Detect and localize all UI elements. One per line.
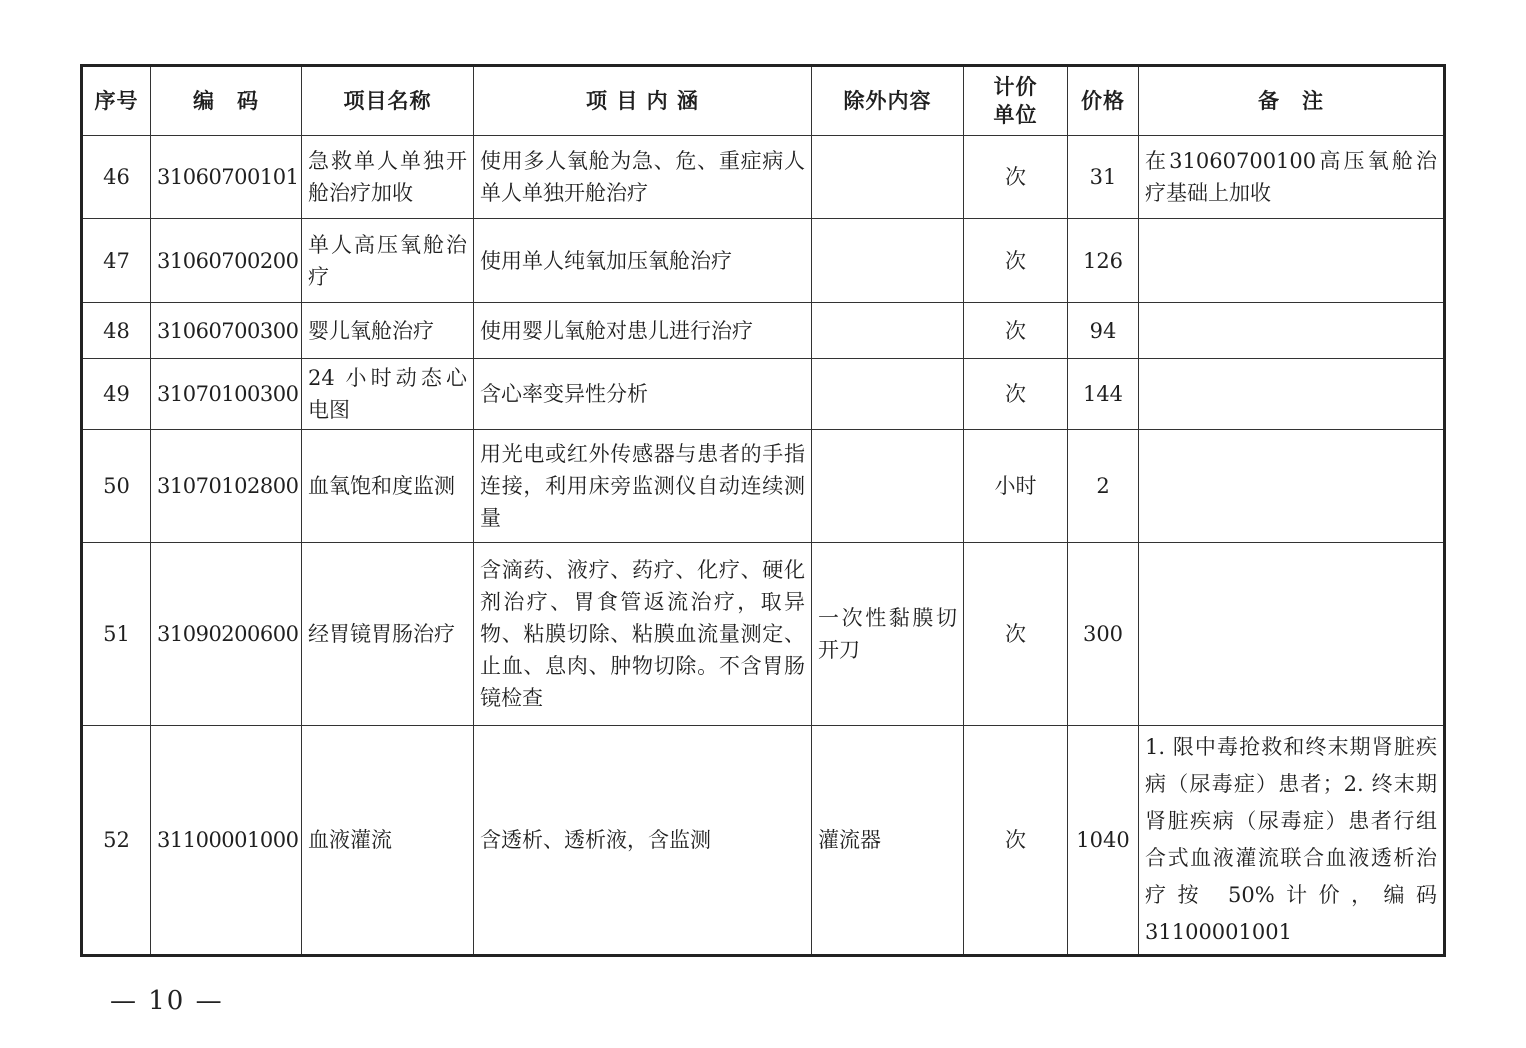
header-content: 项 目 内 涵: [474, 66, 812, 136]
header-code: 编 码: [151, 66, 302, 136]
cell-name: 经胃镜胃肠治疗: [302, 543, 474, 726]
cell-remark: [1139, 219, 1445, 303]
cell-name: 24 小时动态心电图: [302, 359, 474, 430]
cell-price: 1040: [1068, 726, 1139, 956]
cell-excluded: [812, 136, 964, 219]
cell-unit: 小时: [964, 430, 1068, 543]
cell-unit: 次: [964, 726, 1068, 956]
cell-seq: 51: [82, 543, 151, 726]
cell-name: 婴儿氧舱治疗: [302, 303, 474, 359]
cell-content: 用光电或红外传感器与患者的手指连接，利用床旁监测仪自动连续测量: [474, 430, 812, 543]
table-row: [82, 543, 1445, 726]
cell-price: 94: [1068, 303, 1139, 359]
cell-seq: 50: [82, 430, 151, 543]
cell-content: 使用单人纯氧加压氧舱治疗: [474, 219, 812, 303]
cell-remark: 在31060700100高压氧舱治疗基础上加收: [1139, 136, 1445, 219]
cell-price: 300: [1068, 543, 1139, 726]
cell-seq: 52: [82, 726, 151, 956]
cell-unit: 次: [964, 136, 1068, 219]
cell-content: 使用多人氧舱为急、危、重症病人单人单独开舱治疗: [474, 136, 812, 219]
header-excluded: 除外内容: [812, 66, 964, 136]
cell-unit: 次: [964, 219, 1068, 303]
cell-remark: [1139, 359, 1445, 430]
cell-name: 急救单人单独开舱治疗加收: [302, 136, 474, 219]
table-row: [82, 219, 1445, 303]
cell-remark: 1. 限中毒抢救和终末期肾脏疾病（尿毒症）患者；2. 终末期肾脏疾病（尿毒症）患者行组合式血液灌流联合血液透析治疗按 50%计价，编码 31100001001: [1139, 726, 1445, 956]
header-name: 项目名称: [302, 66, 474, 136]
table-row: [82, 726, 1445, 956]
header-price: 价格: [1068, 66, 1139, 136]
cell-excluded: [812, 219, 964, 303]
header-unit: 计价单位: [964, 66, 1068, 136]
cell-name: 血氧饱和度监测: [302, 430, 474, 543]
cell-unit: 次: [964, 359, 1068, 430]
table-row: [82, 430, 1445, 543]
cell-seq: 48: [82, 303, 151, 359]
cell-price: 126: [1068, 219, 1139, 303]
cell-price: 31: [1068, 136, 1139, 219]
cell-remark: [1139, 543, 1445, 726]
cell-price: 2: [1068, 430, 1139, 543]
cell-excluded: 灌流器: [812, 726, 964, 956]
page-number: — 10 —: [110, 986, 224, 1016]
cell-code: 31090200600: [151, 543, 302, 726]
cell-seq: 46: [82, 136, 151, 219]
cell-unit: 次: [964, 303, 1068, 359]
cell-seq: 49: [82, 359, 151, 430]
cell-code: 31060700300: [151, 303, 302, 359]
price-table: [80, 64, 1446, 957]
cell-code: 31060700200: [151, 219, 302, 303]
cell-unit: 次: [964, 543, 1068, 726]
table-row: [82, 359, 1445, 430]
cell-content: 含滴药、液疗、药疗、化疗、硬化剂治疗、胃食管返流治疗，取异物、粘膜切除、粘膜血流量测定、止血、息肉、肿物切除。不含胃肠镜检查: [474, 543, 812, 726]
cell-price: 144: [1068, 359, 1139, 430]
cell-code: 31060700101: [151, 136, 302, 219]
cell-remark: [1139, 303, 1445, 359]
cell-code: 31070102800: [151, 430, 302, 543]
header-remark: 备 注: [1139, 66, 1445, 136]
table-row: [82, 303, 1445, 359]
cell-excluded: [812, 359, 964, 430]
cell-content: 含透析、透析液，含监测: [474, 726, 812, 956]
cell-excluded: [812, 303, 964, 359]
cell-name: 单人高压氧舱治疗: [302, 219, 474, 303]
cell-name: 血液灌流: [302, 726, 474, 956]
cell-content: 含心率变异性分析: [474, 359, 812, 430]
cell-seq: 47: [82, 219, 151, 303]
cell-content: 使用婴儿氧舱对患儿进行治疗: [474, 303, 812, 359]
header-row: [82, 66, 1445, 136]
cell-remark: [1139, 430, 1445, 543]
cell-excluded: 一次性黏膜切开刀: [812, 543, 964, 726]
cell-excluded: [812, 430, 964, 543]
table-row: [82, 136, 1445, 219]
cell-code: 31100001000: [151, 726, 302, 956]
header-seq: 序号: [82, 66, 151, 136]
cell-code: 31070100300: [151, 359, 302, 430]
